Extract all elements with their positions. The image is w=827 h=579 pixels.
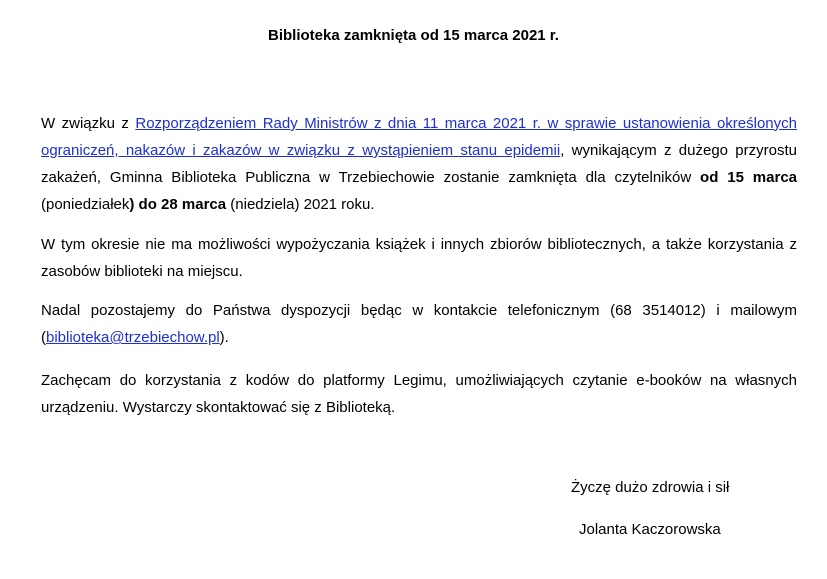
contact-tail: ).	[219, 329, 229, 346]
day-from: (poniedziałek	[41, 196, 130, 213]
date-to: ) do 28 marca	[129, 196, 227, 213]
signature-name: Jolanta Kaczorowska	[579, 521, 721, 538]
paragraph-no-lending: W tym okresie nie ma możliwości wypożyczania książek i innych zbiorów bibliotecznych, a także korzystania z zasobów biblioteki na miejscu.	[41, 236, 797, 280]
paragraph-regulation	[41, 110, 797, 218]
paragraph-body-text: , wynikającym z dużego przyrostu zakażeń, Gminna Biblioteka Publiczna w Trzebiechowie zostanie zamknięta dla czytelników	[41, 142, 797, 186]
email-link[interactable]: biblioteka@trzebiechow.pl	[46, 329, 220, 346]
page-title: Biblioteka zamknięta od 15 marca 2021 r.	[268, 27, 559, 44]
regulation-link[interactable]: Rozporządzeniem Rady Ministrów z dnia 11 marca 2021 r. w sprawie ustanowienia określonych ograniczeń, nakazów i zakazów w związku z wystąpieniem stanu epidemii	[41, 115, 797, 159]
contact-text: Nadal pozostajemy do Państwa dyspozycji będąc w kontakcie telefonicznym (68 3514012) i mailowym (	[41, 302, 797, 346]
paragraph-lead-text: W związku z	[41, 115, 136, 132]
paragraph-contact	[41, 297, 797, 351]
day-to: (niedziela) 2021 roku.	[226, 196, 375, 213]
paragraph-legimi: Zachęcam do korzystania z kodów do platformy Legimu, umożliwiających czytanie e-booków na własnych urządzeniu. Wystarczy skontaktować się z Biblioteką.	[41, 372, 797, 416]
date-from: od 15 marca	[700, 169, 798, 186]
closing-wishes: Życzę dużo zdrowia i sił	[571, 479, 730, 496]
